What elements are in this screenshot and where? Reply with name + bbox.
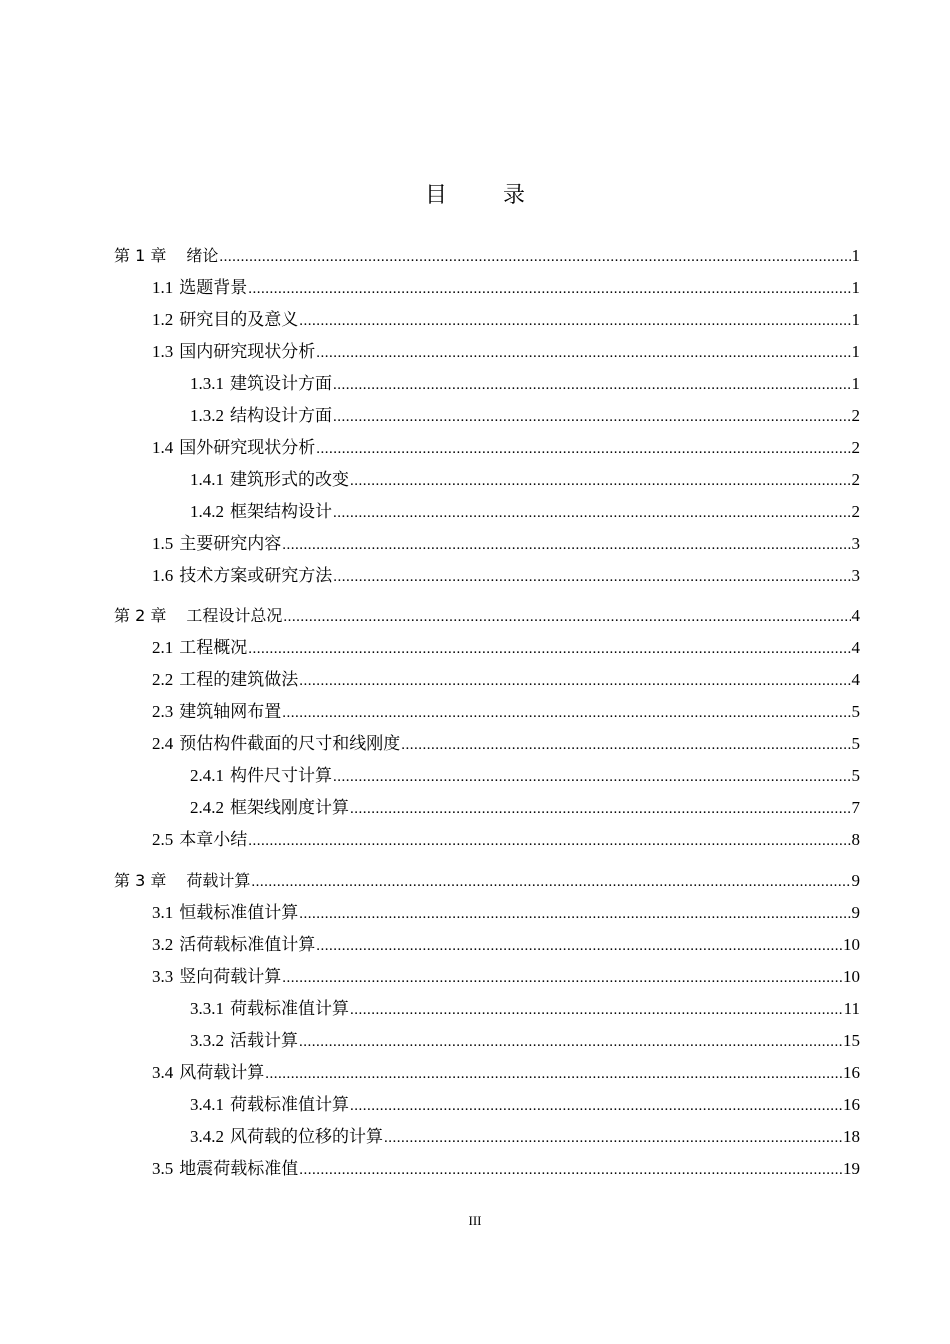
toc-entry-number: 2.4.1 xyxy=(190,766,224,785)
toc-entry-title: 本章小结 xyxy=(179,830,248,849)
toc-entry-page: 2 xyxy=(851,438,860,457)
toc-section-entry[interactable] xyxy=(190,372,860,396)
toc-dot-leader xyxy=(282,533,850,557)
toc-entry-number: 1.3.1 xyxy=(190,374,224,393)
toc-dot-leader xyxy=(248,637,850,661)
toc-dot-leader xyxy=(333,405,851,429)
toc-entry-number: 2.4.2 xyxy=(190,798,224,817)
toc-entry-title: 工程的建筑做法 xyxy=(179,670,299,689)
toc-section-entry[interactable] xyxy=(152,700,860,724)
toc-entry-page: 9 xyxy=(851,903,860,922)
toc-section-entry[interactable] xyxy=(190,500,860,524)
toc-entry-page: 11 xyxy=(843,999,860,1018)
toc-entry-number: 第 3 章 xyxy=(114,871,167,890)
toc-entry-number: 第 2 章 xyxy=(114,606,167,625)
toc-entry-page: 5 xyxy=(851,766,860,785)
toc-entry-title: 地震荷载标准值 xyxy=(179,1159,299,1178)
toc-entry-number: 1.4.2 xyxy=(190,502,224,521)
title-char: 目 xyxy=(424,183,447,208)
toc-entry-number: 3.1 xyxy=(152,903,174,922)
toc-entry-page: 2 xyxy=(851,406,860,425)
toc-chapter-entry[interactable] xyxy=(114,244,860,268)
toc-entry-page: 1 xyxy=(851,310,860,329)
toc-entry-title: 活荷载标准值计算 xyxy=(179,935,316,954)
toc-entry-number: 3.3.1 xyxy=(190,999,224,1018)
toc-section-entry[interactable] xyxy=(190,468,860,492)
toc-entry-page: 15 xyxy=(843,1031,860,1050)
toc-entry-title: 研究目的及意义 xyxy=(179,310,299,329)
toc-entry-title: 技术方案或研究方法 xyxy=(179,566,333,585)
toc-dot-leader xyxy=(283,605,850,629)
toc-dot-leader xyxy=(251,870,850,894)
toc-entry-title: 荷载标准值计算 xyxy=(230,1095,349,1114)
toc-section-entry[interactable] xyxy=(152,828,860,852)
toc-section-entry[interactable] xyxy=(152,965,860,989)
toc-entry-title: 预估构件截面的尺寸和线刚度 xyxy=(179,734,401,753)
toc-entry-title: 建筑轴网布置 xyxy=(179,702,282,721)
toc-entry-number: 1.3.2 xyxy=(190,406,224,425)
toc-entry-number: 3.4.1 xyxy=(190,1095,224,1114)
toc-entry-page: 4 xyxy=(851,670,860,689)
toc-section-entry[interactable] xyxy=(152,636,860,660)
toc-section-entry[interactable] xyxy=(190,404,860,428)
toc-section-entry[interactable] xyxy=(190,1029,860,1053)
toc-dot-leader xyxy=(299,309,850,333)
toc-entry-page: 16 xyxy=(843,1095,860,1114)
toc-dot-leader xyxy=(299,1030,842,1054)
toc-entry-page: 4 xyxy=(851,638,860,657)
toc-section-entry[interactable] xyxy=(152,436,860,460)
toc-dot-leader xyxy=(299,902,850,926)
toc-section-entry[interactable] xyxy=(152,1061,860,1085)
toc-dot-leader xyxy=(350,469,851,493)
toc-entry-number: 3.3.2 xyxy=(190,1031,224,1050)
toc-entry-title: 国外研究现状分析 xyxy=(179,438,316,457)
toc-chapter-entry[interactable] xyxy=(114,604,860,628)
toc-section-entry[interactable] xyxy=(152,308,860,332)
toc-entry-title: 活载计算 xyxy=(230,1031,298,1050)
toc-entry-page: 7 xyxy=(851,798,860,817)
toc-entry-title: 风荷载计算 xyxy=(179,1063,265,1082)
toc-dot-leader xyxy=(350,797,851,821)
toc-entry-title: 主要研究内容 xyxy=(179,534,282,553)
toc-entry-title: 国内研究现状分析 xyxy=(179,342,316,361)
toc-section-entry[interactable] xyxy=(190,764,860,788)
toc-entry-number: 3.2 xyxy=(152,935,174,954)
toc-dot-leader xyxy=(384,1126,842,1150)
toc-dot-leader xyxy=(219,245,850,269)
toc-entry-page: 10 xyxy=(843,967,860,986)
toc-section-entry[interactable] xyxy=(152,901,860,925)
toc-dot-leader xyxy=(299,669,850,693)
toc-entry-page: 8 xyxy=(851,830,860,849)
toc-dot-leader xyxy=(401,733,850,757)
toc-entry-page: 10 xyxy=(843,935,860,954)
toc-entry-title: 工程设计总况 xyxy=(186,606,283,625)
toc-entry-number: 1.4.1 xyxy=(190,470,224,489)
toc-dot-leader xyxy=(333,765,851,789)
toc-section-entry[interactable] xyxy=(152,532,860,556)
toc-entry-title: 绪论 xyxy=(186,246,219,265)
toc-entry-title: 结构设计方面 xyxy=(230,406,332,425)
toc-entry-page: 1 xyxy=(851,278,860,297)
toc-entry-page: 9 xyxy=(851,871,860,890)
toc-entry-page: 19 xyxy=(843,1159,860,1178)
toc-entry-page: 1 xyxy=(851,374,860,393)
toc-entry-page: 4 xyxy=(851,606,860,625)
toc-entry-number: 第 1 章 xyxy=(114,246,167,265)
toc-entry-title: 建筑形式的改变 xyxy=(230,470,349,489)
toc-dot-leader xyxy=(333,373,851,397)
toc-entry-number: 3.4 xyxy=(152,1063,174,1082)
toc-dot-leader xyxy=(316,437,850,461)
toc-section-entry[interactable] xyxy=(152,276,860,300)
toc-entry-page: 16 xyxy=(843,1063,860,1082)
toc-entry-title: 选题背景 xyxy=(179,278,248,297)
toc-entry-title: 风荷载的位移的计算 xyxy=(230,1127,383,1146)
toc-entry-number: 2.2 xyxy=(152,670,174,689)
toc-dot-leader xyxy=(316,934,842,958)
toc-entry-number: 1.4 xyxy=(152,438,174,457)
toc-entry-page: 3 xyxy=(851,534,860,553)
toc-section-entry[interactable] xyxy=(190,997,860,1021)
toc-dot-leader xyxy=(248,277,850,301)
toc-entry-page: 1 xyxy=(851,342,860,361)
toc-entry-number: 2.3 xyxy=(152,702,174,721)
toc-entry-number: 1.2 xyxy=(152,310,174,329)
toc-entry-page: 2 xyxy=(851,502,860,521)
toc-dot-leader xyxy=(265,1062,842,1086)
page-number-footer: III xyxy=(468,1213,482,1228)
toc-dot-leader xyxy=(248,829,850,853)
toc-entry-page: 18 xyxy=(843,1127,860,1146)
toc-section-entry[interactable] xyxy=(152,933,860,957)
toc-dot-leader xyxy=(316,341,850,365)
toc-entry-number: 2.1 xyxy=(152,638,174,657)
toc-entry-title: 恒载标准值计算 xyxy=(179,903,299,922)
toc-entry-number: 2.4 xyxy=(152,734,174,753)
toc-dot-leader xyxy=(282,966,842,990)
toc-section-entry[interactable] xyxy=(152,668,860,692)
toc-section-entry[interactable] xyxy=(190,1093,860,1117)
toc-entry-page: 3 xyxy=(851,566,860,585)
toc-entry-title: 工程概况 xyxy=(179,638,248,657)
toc-section-entry[interactable] xyxy=(190,796,860,820)
toc-entry-number: 1.5 xyxy=(152,534,174,553)
toc-entry-title: 荷载标准值计算 xyxy=(230,999,349,1018)
page-title xyxy=(0,178,950,209)
toc-entry-title: 框架线刚度计算 xyxy=(230,798,349,817)
toc-entry-title: 框架结构设计 xyxy=(230,502,332,521)
title-char: 录 xyxy=(503,183,526,208)
toc-dot-leader xyxy=(350,998,843,1022)
toc-entry-title: 竖向荷载计算 xyxy=(179,967,282,986)
toc-entry-title: 建筑设计方面 xyxy=(230,374,332,393)
toc-entry-title: 构件尺寸计算 xyxy=(230,766,332,785)
toc-dot-leader xyxy=(282,701,850,725)
toc-entry-page: 1 xyxy=(851,246,860,265)
toc-entry-page: 5 xyxy=(851,734,860,753)
toc-section-entry[interactable] xyxy=(152,564,860,588)
toc-entry-number: 3.4.2 xyxy=(190,1127,224,1146)
toc-entry-number: 1.3 xyxy=(152,342,174,361)
toc-dot-leader xyxy=(299,1158,842,1182)
toc-entry-number: 2.5 xyxy=(152,830,174,849)
toc-entry-page: 5 xyxy=(851,702,860,721)
toc-section-entry[interactable] xyxy=(152,340,860,364)
toc-entry-page: 2 xyxy=(851,470,860,489)
toc-section-entry[interactable] xyxy=(190,1125,860,1149)
toc-dot-leader xyxy=(333,501,851,525)
toc-entry-number: 3.3 xyxy=(152,967,174,986)
toc-section-entry[interactable] xyxy=(152,732,860,756)
toc-entry-number: 3.5 xyxy=(152,1159,174,1178)
toc-entry-number: 1.6 xyxy=(152,566,174,585)
toc-dot-leader xyxy=(333,565,850,589)
toc-chapter-entry[interactable] xyxy=(114,869,860,893)
toc-dot-leader xyxy=(350,1094,842,1118)
toc-section-entry[interactable] xyxy=(152,1157,860,1181)
toc-entry-title: 荷载计算 xyxy=(186,871,251,890)
toc-entry-number: 1.1 xyxy=(152,278,174,297)
